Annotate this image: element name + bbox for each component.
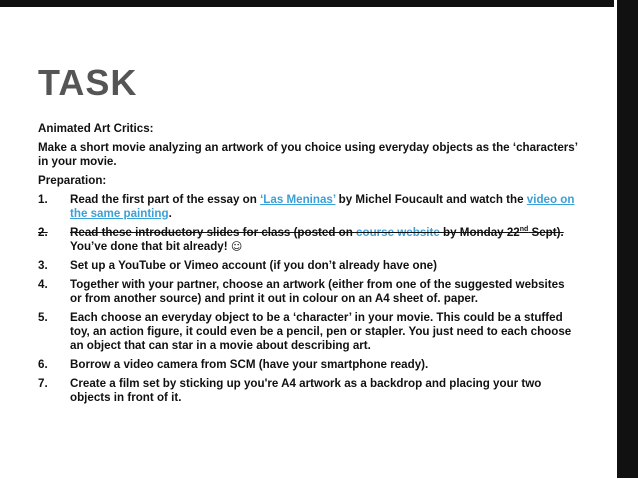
item-number: 4. (38, 278, 48, 291)
slide-title: TASK (38, 62, 138, 103)
item-number: 6. (38, 358, 48, 371)
slide-body (38, 122, 578, 410)
item-number: 3. (38, 259, 48, 272)
item-text-part: by Monday 22 (443, 226, 520, 239)
item-text: Create a film set by sticking up you're A4 artwork as a backdrop and placing your two objects in front of it. (70, 377, 542, 404)
item-text: Set up a YouTube or Vimeo account (if you don’t already have one) (70, 259, 437, 272)
done-note: You’ve done that bit already! (70, 240, 231, 253)
list-item-1 (38, 193, 578, 221)
struck-text (70, 226, 564, 239)
item-number: 7. (38, 377, 48, 390)
preparation-label: Preparation: (38, 174, 107, 187)
list-item-5 (38, 311, 578, 353)
list-item-3 (38, 259, 578, 273)
list-item-4 (38, 278, 578, 306)
las-meninas-link[interactable]: ‘Las Meninas’ (260, 193, 336, 206)
task-heading: Animated Art Critics: (38, 122, 154, 135)
video-link[interactable]: video on the same painting (70, 193, 575, 220)
item-text: Each choose an everyday object to be a ‘character’ in your movie. This could be a stuffed toy, an action figure, it could even be a pencil, pen or stapler. You just need to each choose an object that can star in a movie about describing art. (70, 311, 572, 352)
list-item-7 (38, 377, 578, 405)
ordinal-suffix: nd (519, 226, 529, 234)
task-intro: Make a short movie analyzing an artwork of you choice using everyday objects as the ‘characters’ in your movie. (38, 141, 578, 168)
side-bar (617, 0, 638, 478)
item-number: 5. (38, 311, 48, 324)
item-text (70, 226, 578, 254)
item-text-part: Read these introductory slides for class (posted on (70, 226, 357, 239)
item-text-part: Sept). (528, 226, 564, 239)
list-item-6 (38, 358, 578, 372)
item-text (70, 193, 578, 221)
top-rule (0, 0, 614, 7)
course-website-link[interactable]: course website (356, 226, 444, 239)
item-number: 1. (38, 193, 48, 206)
item-text-part: Read the first part of the essay on (70, 193, 261, 206)
item-text-part: . (168, 207, 172, 220)
smiley-icon: ☺ (230, 240, 243, 253)
item-text-part: by Michel Foucault and watch the (335, 193, 527, 206)
list-item-2 (38, 226, 578, 254)
item-text: Borrow a video camera from SCM (have your smartphone ready). (70, 358, 429, 371)
item-text: Together with your partner, choose an artwork (either from one of the suggested websites or from another source) and print it out in colour on an A4 sheet of. paper. (70, 278, 565, 305)
item-number: 2. (38, 226, 48, 239)
